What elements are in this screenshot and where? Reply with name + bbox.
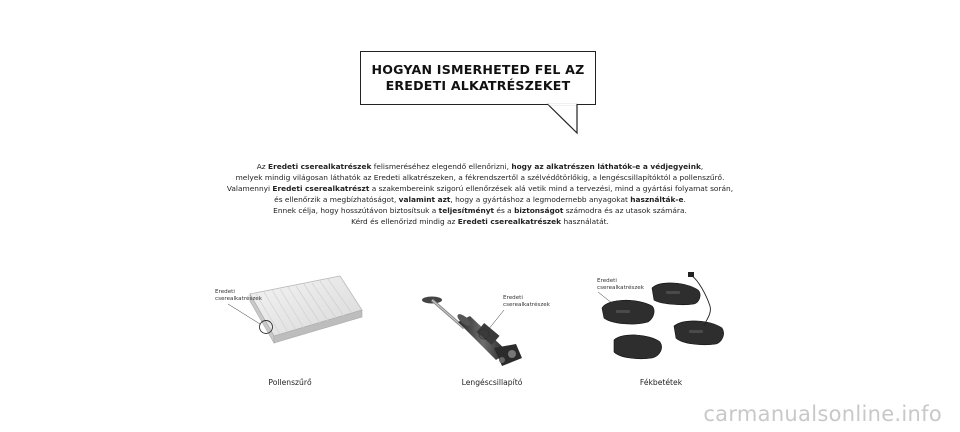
shock-absorber-annotation [503,295,550,309]
watermark: carmanualsonline.info [703,402,942,426]
heading-bubble [360,51,596,105]
annotation-line: Eredeti [503,295,523,301]
caption-pollen-filter: Pollenszűrő [268,378,312,387]
annotation-line: Eredeti [597,278,617,284]
annotation-line: Eredeti [215,289,235,295]
pollen-filter-annotation [215,289,262,303]
text-bold: Eredeti cserealkatrészt [272,184,370,193]
text-bold: használták-e [630,195,684,204]
annotation-line: cserealkatrészek [503,302,550,308]
paragraph-line-5 [150,205,810,216]
text-bold: biztonságot [514,206,564,215]
caption-brake-pads: Fékbetétek [639,378,683,387]
text: és a [494,206,515,215]
text-bold: Eredeti cserealkatrészek [268,162,372,171]
text: . [683,195,686,204]
paragraph-line-2: melyek mindig világosan láthatók az Eredeti alkatrészeken, a fékrendszertől a szélvédőtörlőkig, a lengéscsillapítóktól a pollenszűrő. [235,173,725,182]
text: használatát. [561,217,609,226]
text-bold: teljesítményt [438,206,495,215]
text: és ellenőrzik a megbízhatóságot, [274,195,399,204]
text: , [700,162,704,171]
paragraph-line-6 [150,216,810,227]
text: felismeréséhez elegendő ellenőrizni, [371,162,512,171]
annotation-line: cserealkatrészek [597,285,644,291]
brake-pads-annotation [597,278,644,292]
pollen-filter-image [212,270,372,350]
text: Ennek célja, hogy hosszútávon biztosítsuk a [273,206,439,215]
heading-line-1: HOGYAN ISMERHETED FEL AZ [371,62,585,77]
paragraph-line-4 [150,194,810,205]
text: , hogy a gyártáshoz a legmodernebb anyagokat [450,195,631,204]
annotation-line: cserealkatrészek [215,296,262,302]
text: a szakembereink szigorú ellenőrzések alá vetik mind a tervezési, mind a gyártási folyamat során, [369,184,734,193]
text: Kérd és ellenőrizd mindig az [351,217,458,226]
heading-line-2: EREDETI ALKATRÉSZEKET [385,78,571,93]
intro-paragraph [150,161,810,227]
text: Az [256,162,269,171]
text-bold: valamint azt [398,195,451,204]
caption-shock-absorber: Lengéscsillapító [461,378,523,387]
paragraph-line-3 [150,183,810,194]
text-bold: Eredeti cserealkatrészek [457,217,562,226]
text: Valamennyi [226,184,273,193]
paragraph-line-1 [150,161,810,172]
text: számodra és az utasok számára. [563,206,687,215]
text-bold: hogy az alkatrészen láthatók-e a védjegyeink [511,162,701,171]
